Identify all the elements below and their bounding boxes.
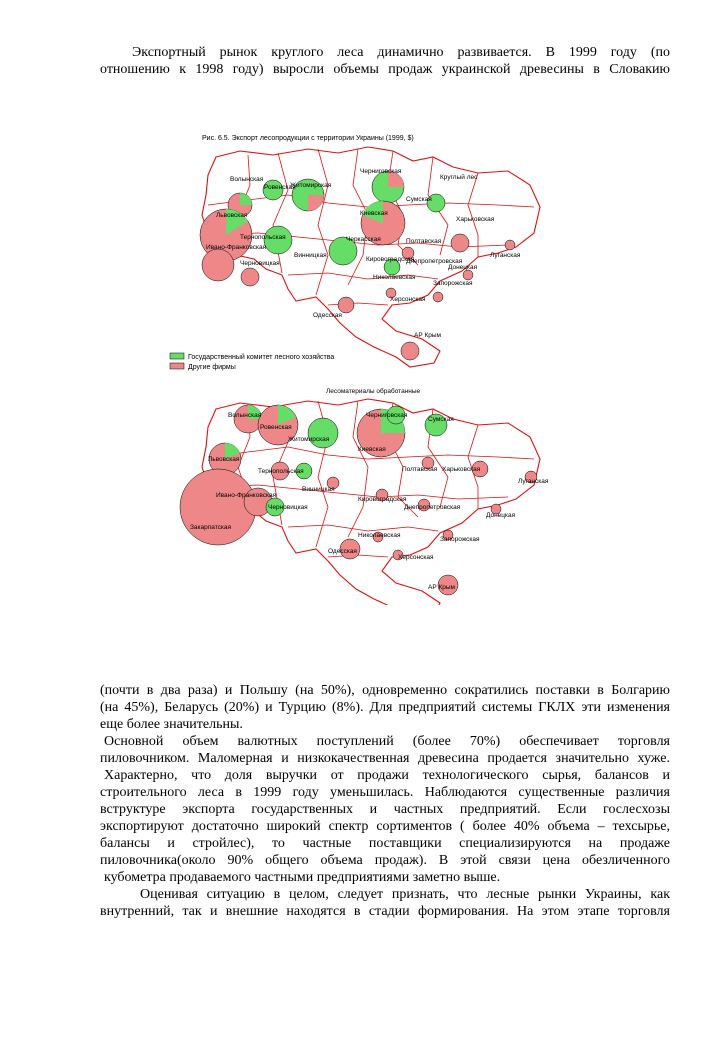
region-label: Киевская (358, 446, 386, 453)
region-label: Черновицкая (268, 504, 308, 511)
region-label: Николаевская (373, 274, 416, 281)
region-label: Николаевская (358, 532, 401, 539)
region-label: Одесская (313, 312, 342, 319)
region-label: Житомирская (288, 436, 330, 443)
region-label: Полтавская (402, 466, 438, 473)
text-line: пиловочником. Маломерная и низкокачественная древесина продается значительно хуже. (100, 751, 670, 766)
region-label: Кировоградская (366, 256, 415, 263)
pie-zhytomyr (308, 418, 338, 448)
text-line: балансы и стройлес), то частные поставщики специализируются на продаже (100, 836, 670, 851)
pie-ivano-frankivsk (202, 249, 234, 281)
legend-swatch-state (170, 353, 184, 359)
region-label: Закарпатская (190, 524, 232, 531)
region-label: Винницкая (294, 252, 327, 259)
figure-caption: Рис. 6.5. Экспорт лесопродукции с территории Украины (1999, $) (202, 135, 414, 142)
map-round-timber (200, 147, 540, 367)
legend-swatch-private (170, 363, 184, 369)
top-paragraph (100, 44, 670, 78)
region-label: Черновицкая (240, 260, 280, 267)
region-label: Луганская (490, 252, 521, 259)
region-label: Львовская (208, 456, 240, 463)
body-paragraph-2 (100, 733, 670, 886)
pie-chernivtsi (241, 268, 259, 286)
map2-title: Лесоматериалы обработанные (326, 388, 421, 395)
region-label: Кировоградская (358, 496, 407, 503)
text-line: Основной объем валютных поступлений (более 70%) обеспечивает торговля (104, 734, 670, 749)
region-label: Ровенская (260, 424, 292, 431)
region-label: Днепропетровская (406, 258, 463, 265)
text-line: кубометра продаваемого частными предприятиями заметно выше. (104, 870, 501, 885)
pie-kharkiv (451, 234, 469, 252)
text-line: (почти в два раза) и Польшу (на 50%), одновременно сократились поставки в Болгарию (100, 683, 670, 698)
text-line: Характерно, что доля выручки от продажи технологического сырья, балансов и (104, 768, 670, 783)
region-label: Черниговская (366, 412, 408, 419)
region-label: Волынская (228, 412, 262, 419)
region-label: Киевская (360, 210, 388, 217)
legend-label-private: Другие фирмы (188, 364, 236, 371)
pie-donetsk (463, 270, 473, 280)
export-figure (160, 125, 580, 605)
region-label: Харьковская (442, 466, 481, 473)
region-label: Житомирская (290, 182, 332, 189)
region-label: Одесская (328, 548, 357, 555)
region-label: Херсонская (390, 296, 426, 303)
pie-zakarpattia (180, 469, 256, 545)
region-label: Донецкая (448, 264, 478, 271)
region-label: Сумская (406, 196, 432, 203)
text-line: экспортируют достаточно широкий спектр сортиментов ( более 40% объема – техсырье, (100, 819, 670, 834)
map-processed-timber (180, 387, 549, 605)
region-label: Ивано-Франковская (216, 492, 277, 499)
text-line: пиловочника(около 90% общего объема продаж). В этой связи цена обезличенного (100, 853, 670, 868)
text-line: вструктуре экспорта государственных и частных предприятий. Если гослесхозы (100, 802, 670, 817)
text-line: внутренний, так и внешние находятся в стадии формирования. На этом этапе торговля (100, 904, 670, 919)
region-label: Ивано-Франковская (206, 244, 267, 251)
region-label: АР Крым (414, 332, 442, 339)
map1-title: Круглый лес (440, 174, 478, 181)
text-line: Экспортный рынок круглого леса динамично развивается. В 1999 году (по (132, 45, 670, 60)
region-label: Ровенская (264, 184, 296, 191)
region-label: Львовская (216, 212, 248, 219)
text-line: Оценивая ситуацию в целом, следует признать, что лесные рынки Украины, как (140, 887, 670, 902)
text-line: строительного леса в 1999 году уменьшилась. Наблюдаются существенные различия (100, 785, 670, 800)
pie-odesa (338, 297, 354, 313)
body-paragraph-3 (100, 886, 670, 920)
region-label: Запорожская (440, 536, 480, 543)
region-label: Тернопольская (258, 468, 304, 475)
region-label: Запорожская (433, 280, 473, 287)
region-label: Волынская (230, 176, 264, 183)
body-paragraph-1 (100, 682, 670, 733)
pie-zaporizhzhia (433, 292, 443, 302)
region-label: Тернопольская (240, 234, 286, 241)
region-label: Сумская (428, 416, 454, 423)
region-label: Харьковская (456, 216, 495, 223)
region-label: Полтавская (406, 238, 442, 245)
text-line: (на 45%), Беларусь (20%) и Турцию (8%). Для предприятий системы ГКЛХ эти изменения (100, 700, 670, 715)
pie-luhansk (505, 240, 515, 250)
legend-label-state: Государственный комитет лесного хозяйства (188, 354, 335, 361)
region-label: Винницкая (302, 486, 335, 493)
region-label: Луганская (518, 478, 549, 485)
region-label: Черкасская (346, 236, 381, 243)
region-label: Черниговская (360, 168, 402, 175)
region-label: Днепропетровская (404, 504, 461, 511)
region-label: Донецкая (486, 512, 516, 519)
text-line: еще более значительны. (100, 717, 243, 732)
region-label: Херсонская (398, 554, 434, 561)
region-label: АР Крым (428, 584, 456, 591)
legend (170, 353, 334, 371)
text-line: отношению к 1998 году) выросли объемы продаж украинской древесины в Словакию (100, 62, 670, 77)
pie-crimea (401, 342, 419, 360)
